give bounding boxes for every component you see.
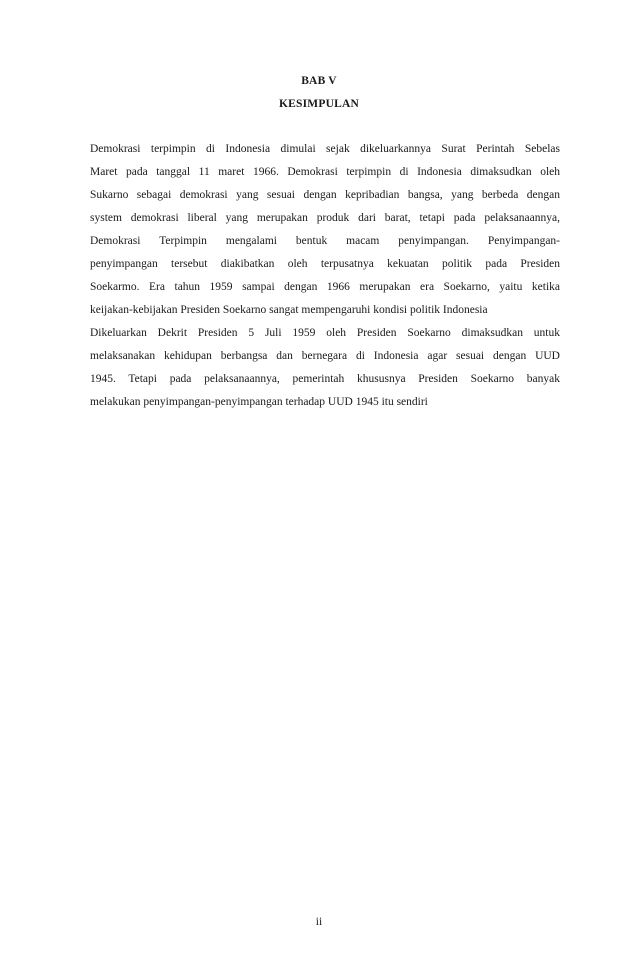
paragraph-line: Demokrasi Terpimpin mengalami bentuk macam penyimpangan. Penyimpangan- [90,235,560,247]
paragraph-line: Sukarno sebagai demokrasi yang sesuai dengan kepribadian bangsa, yang berbeda dengan [90,189,560,201]
chapter-title: KESIMPULAN [279,98,359,110]
paragraph-line: system demokrasi liberal yang merupakan produk dari barat, tetapi pada pelaksanaannya, [90,212,560,224]
paragraph-line: keijakan-kebijakan Presiden Soekarno sangat mempengaruhi kondisi politik Indonesia [90,304,488,316]
paragraph-line: Dikeluarkan Dekrit Presiden 5 Juli 1959 oleh Presiden Soekarno dimaksudkan untuk [90,327,560,339]
paragraph-line: penyimpangan tersebut diakibatkan oleh terpusatnya kekuatan politik pada Presiden [90,258,560,270]
paragraph-line: melakukan penyimpangan-penyimpangan terhadap UUD 1945 itu sendiri [90,396,428,408]
paragraph-line: Demokrasi terpimpin di Indonesia dimulai sejak dikeluarkannya Surat Perintah Sebelas [90,143,560,155]
chapter-number: BAB V [301,75,337,87]
paragraph-line: Maret pada tanggal 11 maret 1966. Demokrasi terpimpin di Indonesia dimaksudkan oleh [90,166,560,178]
paragraph-line: 1945. Tetapi pada pelaksanaannya, pemerintah khususnya Presiden Soekarno banyak [90,373,560,385]
page-number: ii [315,916,323,928]
paragraph-line: melaksanakan kehidupan berbangsa dan bernegara di Indonesia agar sesuai dengan UUD [90,350,560,362]
paragraph-line: Soekarmo. Era tahun 1959 sampai dengan 1966 merupakan era Soekarno, yaitu ketika [90,281,560,293]
